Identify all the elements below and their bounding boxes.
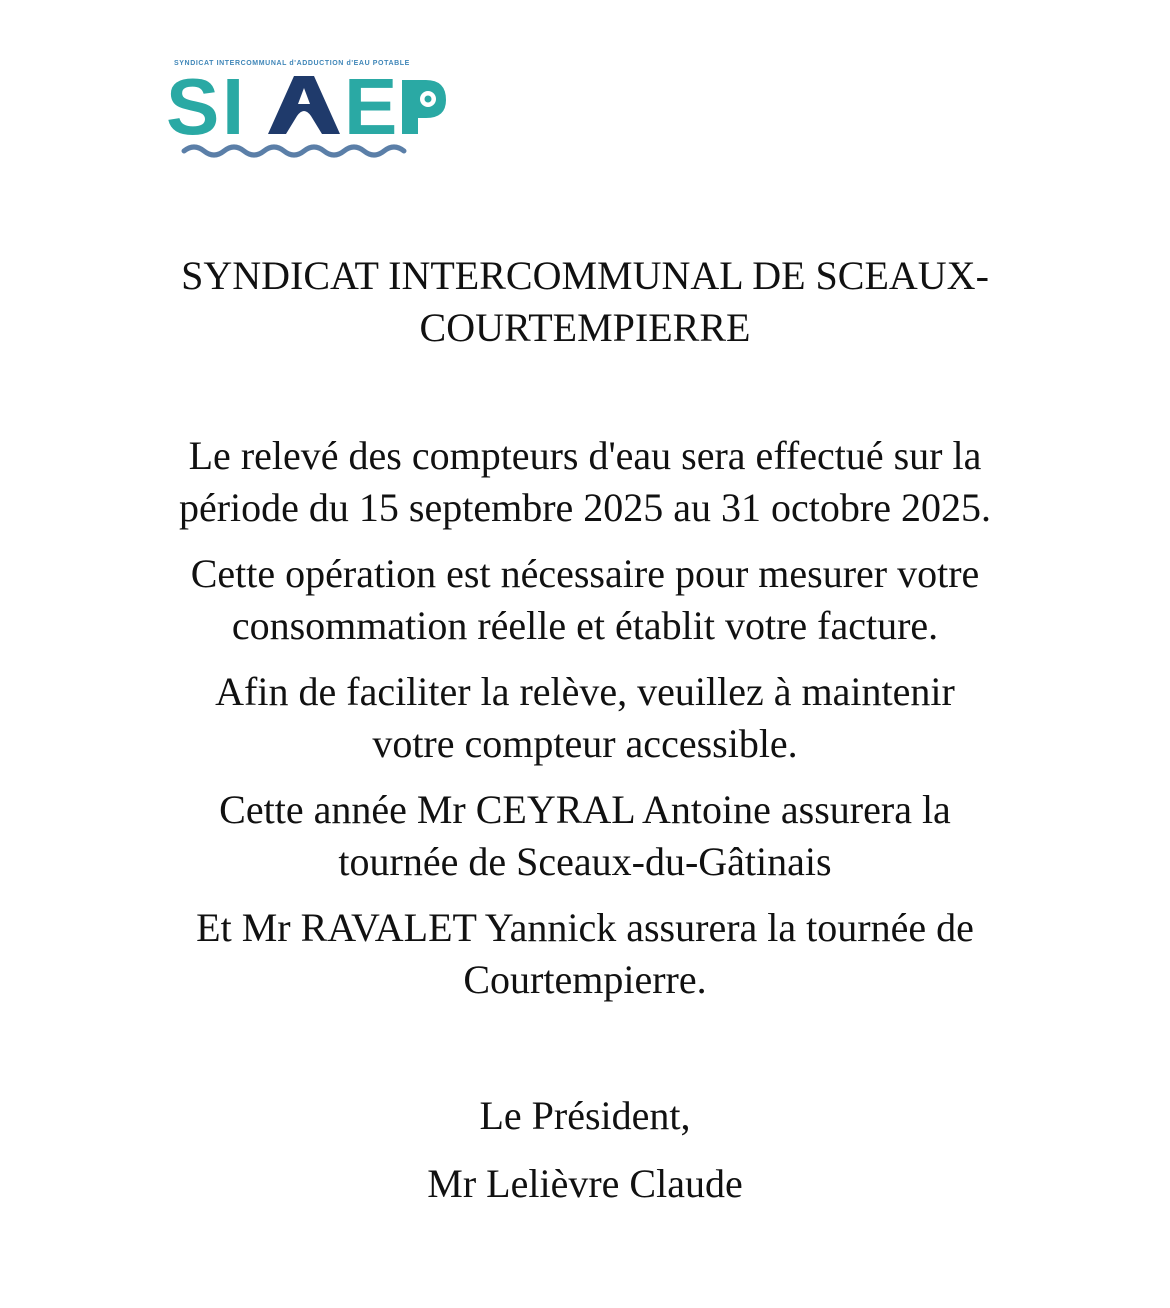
siaep-logo-graphic xyxy=(164,56,454,166)
paragraph-agent-sceaux xyxy=(0,784,1170,888)
paragraph-agent-courtempierre xyxy=(0,902,1170,1006)
title-line-1: SYNDICAT INTERCOMMUNAL DE SCEAUX- xyxy=(181,253,989,298)
logo-tagline: SYNDICAT INTERCOMMUNAL d'ADDUCTION d'EAU POTABLE xyxy=(174,60,410,67)
signature-block xyxy=(0,1090,1170,1226)
paragraph-line: Le relevé des compteurs d'eau sera effectué sur la xyxy=(188,433,982,478)
paragraph-access xyxy=(0,666,1170,770)
paragraph-line: consommation réelle et établit votre facture. xyxy=(231,603,939,648)
signature-name: Mr Lelièvre Claude xyxy=(427,1161,743,1206)
svg-text:I: I xyxy=(222,62,245,151)
title-line-2: COURTEMPIERRE xyxy=(419,305,751,350)
paragraph-line: période du 15 septembre 2025 au 31 octobre 2025. xyxy=(178,485,991,530)
svg-text:E: E xyxy=(344,62,398,151)
paragraph-line: Et Mr RAVALET Yannick assurera la tournée de xyxy=(196,905,974,950)
paragraph-line: Cette année Mr CEYRAL Antoine assurera la xyxy=(219,787,951,832)
svg-text:S: S xyxy=(166,62,220,151)
siaep-logo xyxy=(164,56,454,166)
paragraph-period xyxy=(0,430,1170,534)
paragraph-line: votre compteur accessible. xyxy=(372,721,798,766)
paragraph-line: Afin de faciliter la relève, veuillez à maintenir xyxy=(215,669,955,714)
paragraph-line: Cette opération est nécessaire pour mesurer votre xyxy=(190,551,980,596)
paragraph-purpose xyxy=(0,548,1170,652)
paragraph-line: tournée de Sceaux-du-Gâtinais xyxy=(338,839,832,884)
notice-body xyxy=(0,430,1170,1020)
paragraph-line: Courtempierre. xyxy=(463,957,707,1002)
signature-role: Le Président, xyxy=(479,1093,691,1138)
page-title xyxy=(0,250,1170,354)
